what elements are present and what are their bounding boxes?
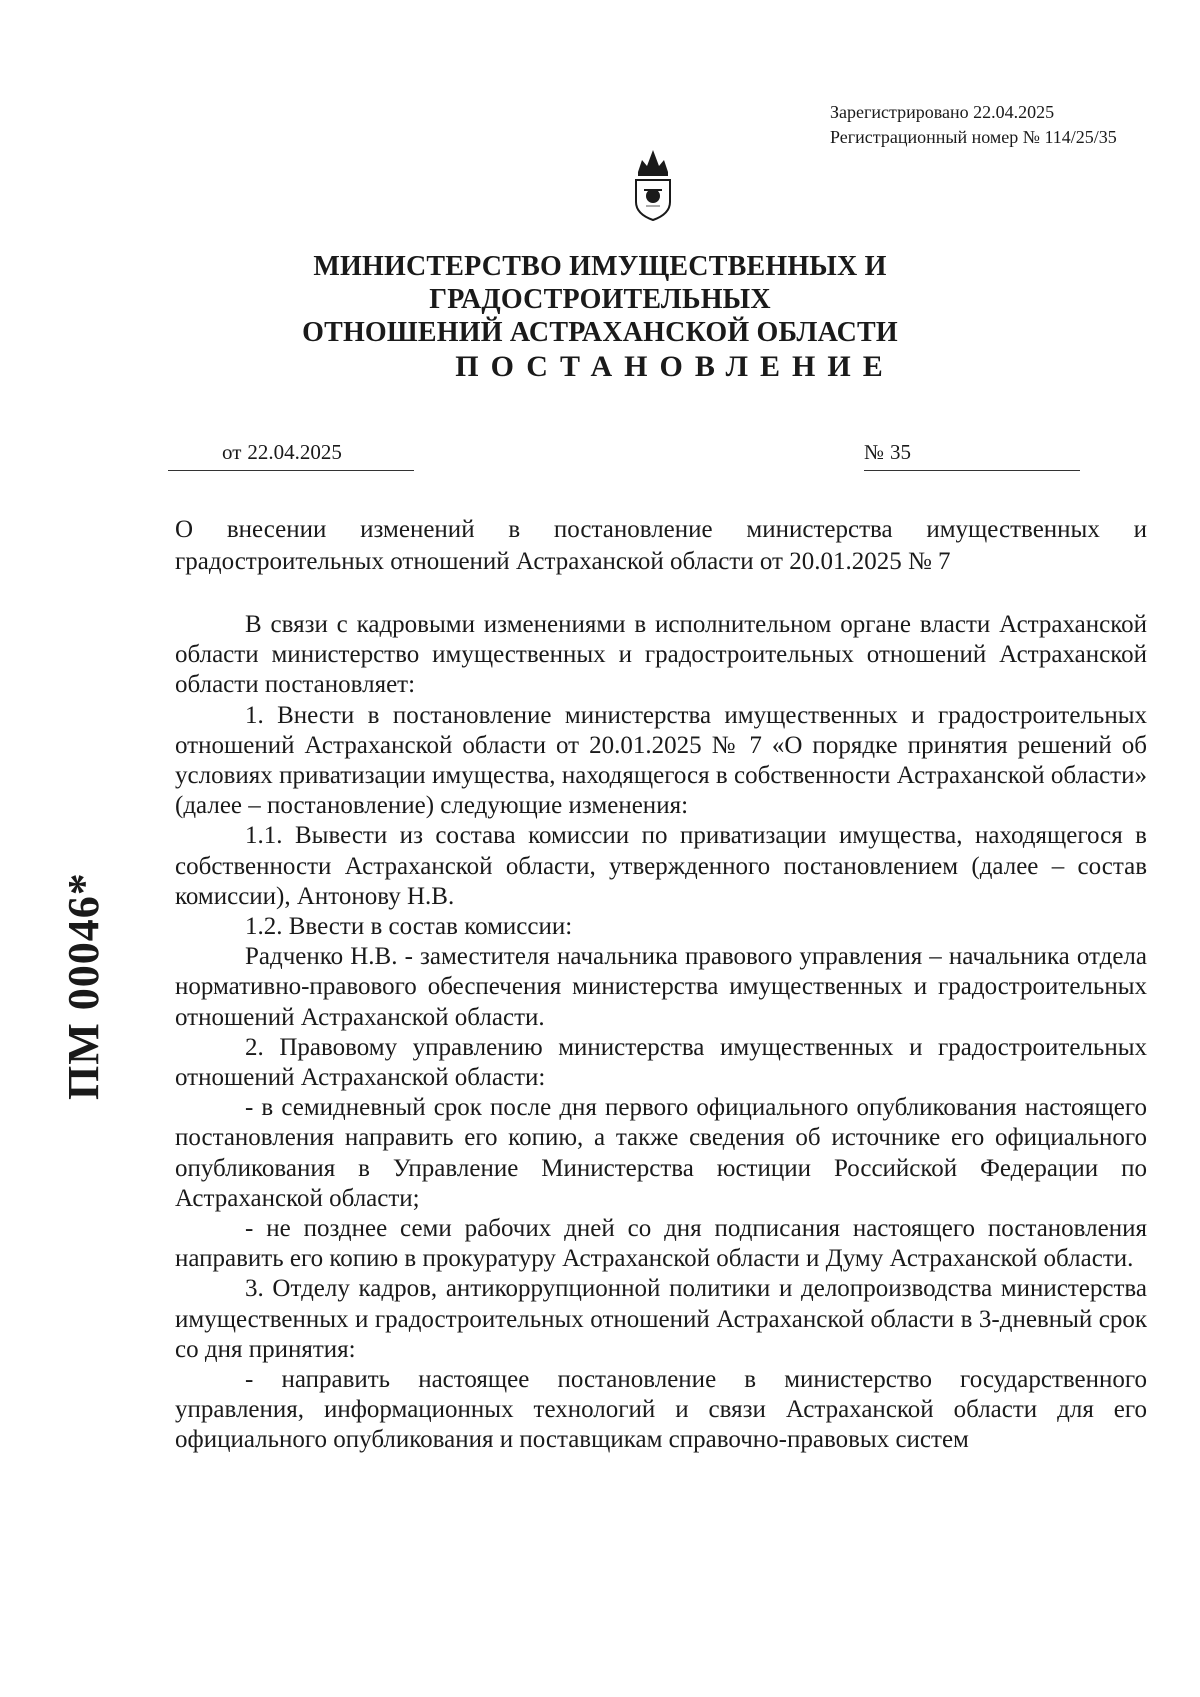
document-date-field	[168, 440, 414, 471]
number-prefix: №	[864, 440, 885, 464]
document-subject: О внесении изменений в постановление министерства имущественных и градостроительных отношений Астраханской области от 20.01.2025 № 7	[175, 516, 1147, 575]
document-type: ПОСТАНОВЛЕНИЕ	[455, 350, 895, 383]
document-date: 22.04.2025	[247, 440, 342, 464]
paragraph-3: 3. Отделу кадров, антикоррупционной политики и делопроизводства министерства имущественных и градостроительных отношений Астраханской области в 3-дневный срок со дня принятия:	[175, 1275, 1147, 1363]
coat-of-arms-icon	[630, 146, 676, 224]
ministry-title-line2: ОТНОШЕНИЙ АСТРАХАНСКОЙ ОБЛАСТИ	[302, 317, 898, 348]
paragraph-2-a: - в семидневный срок после дня первого официального опубликования настоящего постановления направить его копию, а также сведения об источнике его официального опубликования в Управление Министерства юстиции Российской Федерации по Астраханской области;	[175, 1094, 1147, 1212]
side-registration-mark: ПМ 00046*	[59, 872, 108, 1100]
registration-stamp	[830, 100, 1117, 150]
date-prefix: от	[222, 440, 242, 464]
document-number: 35	[890, 440, 912, 464]
registration-date: Зарегистрировано 22.04.2025	[830, 102, 1055, 122]
document-body	[175, 610, 1147, 1456]
ministry-title	[150, 250, 1050, 349]
paragraph-2-b: - не позднее семи рабочих дней со дня подписания настоящего постановления направить его копию в прокуратуру Астраханской области и Думу Астраханской области.	[175, 1215, 1147, 1273]
ministry-title-line1: МИНИСТЕРСТВО ИМУЩЕСТВЕННЫХ И ГРАДОСТРОИТЕЛЬНЫХ	[313, 251, 887, 315]
paragraph-3-a: - направить настоящее постановление в министерство государственного управления, информационных технологий и связи Астраханской области для его официального опубликования и поставщикам справочно-правовых систем	[175, 1366, 1147, 1454]
paragraph-1: 1. Внести в постановление министерства имущественных и градостроительных отношений Астраханской области от 20.01.2025 № 7 «О порядке принятия решений об условиях приватизации имущества, находящегося в собственности Астраханской области» (далее – постановление) следующие изменения:	[175, 701, 1147, 820]
preamble: В связи с кадровыми изменениями в исполнительном органе власти Астраханской области министерство имущественных и градостроительных отношений Астраханской области постановляет:	[175, 611, 1147, 699]
paragraph-1-1: 1.1. Вывести из состава комиссии по приватизации имущества, находящегося в собственности Астраханской области, утвержденного постановлением (далее – состав комиссии), Антонову Н.В.	[175, 822, 1147, 910]
paragraph-2: 2. Правовому управлению министерства имущественных и градостроительных отношений Астраханской области:	[175, 1033, 1147, 1092]
paragraph-1-2-text: Радченко Н.В. - заместителя начальника правового управления – начальника отдела нормативно-правового обеспечения министерства имущественных и градостроительных отношений Астраханской области.	[175, 943, 1147, 1031]
document-number-field	[864, 440, 1080, 471]
paragraph-1-2: 1.2. Ввести в состав комиссии:	[245, 913, 573, 941]
registration-number: Регистрационный номер № 114/25/35	[830, 127, 1117, 147]
